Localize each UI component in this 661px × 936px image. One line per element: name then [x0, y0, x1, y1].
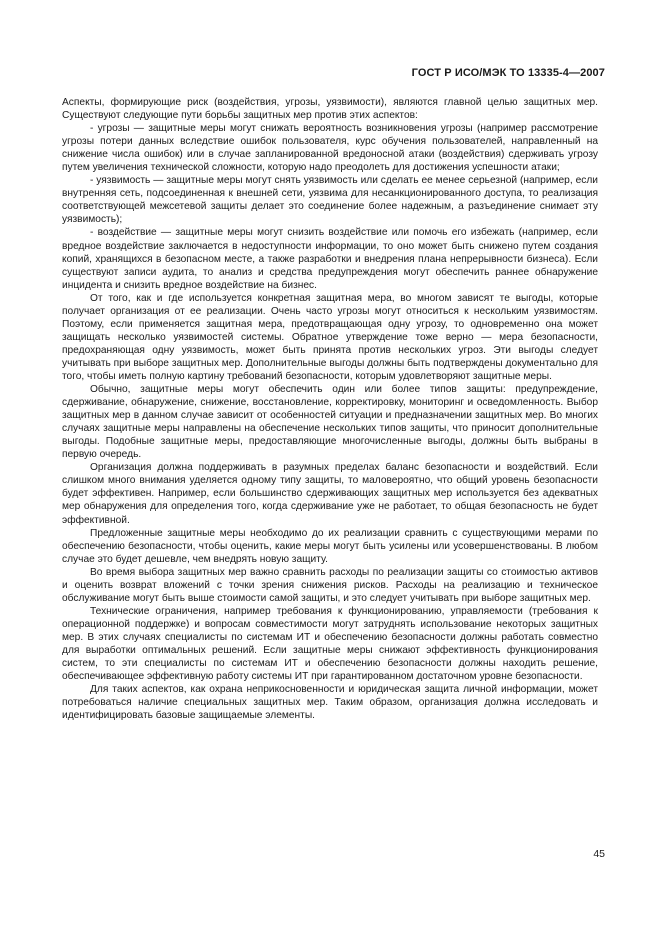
paragraph-technical-constraints: Технические ограничения, например требования к функционированию, управляемости (требования к операционной поддержке) и вопросам совместимости могут затруднять использование некоторых защитных мер. В этих случаях специалисты по системам ИТ и обеспечению безопасности должны работать совместно для выработки оптимальных решений. Если защитные меры снижают эффективность функционирования систем, то эти специалисты по системам ИТ и обеспечению безопасности должны находить решение, обеспечивающее эффективную работу системы ИТ при гарантированном достаточном уровне безопасности. — [62, 605, 598, 683]
paragraph-costs: Во время выбора защитных мер важно сравнить расходы по реализации защиты со стоимостью активов и оценить возврат вложений с точки зрения снижения рисков. Расходы на реализацию и техническое обслуживание могут быть выше стоимости самой защиты, и это следует учитывать при выборе защитных мер. — [62, 566, 598, 604]
paragraph-intro: Аспекты, формирующие риск (воздействия, угрозы, уязвимости), являются главной целью защитных мер. Существуют следующие пути борьбы защитных мер против этих аспектов: — [62, 97, 598, 122]
paragraph-balance: Организация должна поддерживать в разумных пределах баланс безопасности и воздействий. Если слишком много внимания уделяется одному типу защиты, то маловероятно, что общий уровень безопасности будет эффективен. Например, если большинство сдерживающих защитных мер используется без адекватных мер обнаружения для определения того, когда сдерживание уже не работает, то общая безопасность не будет эффективной. — [62, 462, 598, 526]
body-text — [62, 96, 598, 722]
paragraph-existing-measures: Предложенные защитные меры необходимо до их реализации сравнить с существующими мерами по обеспечению безопасности, чтобы оценить, какие меры могут быть усилены или усовершенствованы. В любом случае это будет дешевле, чем внедрять новую защиту. — [62, 527, 598, 565]
page-number: 45 — [593, 848, 605, 860]
paragraph-vulnerability: - уязвимость — защитные меры могут снять уязвимость или сделать ее менее серьезной (например, если внутренняя сеть, подсоединенная к внешней сети, уязвима для несанкционированного доступа, то реализация соответствующей межсетевой защиты делает это соединение более надежным, а разъединение снимает эту уязвимость); — [62, 175, 598, 226]
standard-header: ГОСТ Р ИСО/МЭК ТО 13335-4—2007 — [411, 67, 605, 79]
paragraph-threats: - угрозы — защитные меры могут снижать вероятность возникновения угрозы (например рассмотрение угрозы потери данных вследствие ошибок пользователя, курс обучения пользователей, направленный на снижение числа ошибок) или в случае запланированной вредоносной атаки (воздействия) сдерживать угрозу путем увеличения технической сложности, которую надо преодолеть для достижения успешности атаки; — [62, 123, 598, 174]
paragraph-impact: - воздействие — защитные меры могут снизить воздействие или помочь его избежать (например, если вредное воздействие заключается в недоступности информации, то оно может быть снижено путем создания копий, хранящихся в безопасном месте, а также разработки и внедрения плана непрерывности бизнеса). Если существуют записи аудита, то анализ и средства предупреждения могут обеспечить раннее обнаружение инцидента и снизить вредное воздействие на бизнес. — [62, 227, 598, 291]
paragraph-privacy: Для таких аспектов, как охрана неприкосновенности и юридическая защита личной информации, может потребоваться наличие специальных защитных мер. Таким образом, организация должна исследовать и идентифицировать базовые защищаемые элементы. — [62, 684, 598, 722]
paragraph-protection-types: Обычно, защитные меры могут обеспечить один или более типов защиты: предупреждение, сдерживание, обнаружение, снижение, восстановление, корректировку, мониторинг и осведомленность. Выбор защитных мер в данном случае зависит от особенностей ситуации и предназначении защитных мер. Во многих случаях защитные меры направлены на обеспечение нескольких типов защиты, что приносит дополнительные выгоды. Подобные защитные меры, предоставляющие многочисленные выгоды, должны быть выбраны в первую очередь. — [62, 384, 598, 461]
paragraph-benefits: От того, как и где используется конкретная защитная мера, во многом зависят те выгоды, которые получает организация от ее реализации. Очень часто угрозы могут относиться к нескольким уязвимостям. Поэтому, если применяется защитная мера, предотвращающая одну угрозу, то одновременно она может защищать несколько уязвимостей системы. Обратное утверждение тоже верно — мера безопасности, предохраняющая одну уязвимость, может быть принята против нескольких угроз. Эти выгоды следует учитывать при выборе защитных мер. Дополнительные выгоды должны быть подтверждены документально для того, чтобы иметь полную картину требований безопасности, которым удовлетворяют защитные меры. — [62, 292, 598, 382]
